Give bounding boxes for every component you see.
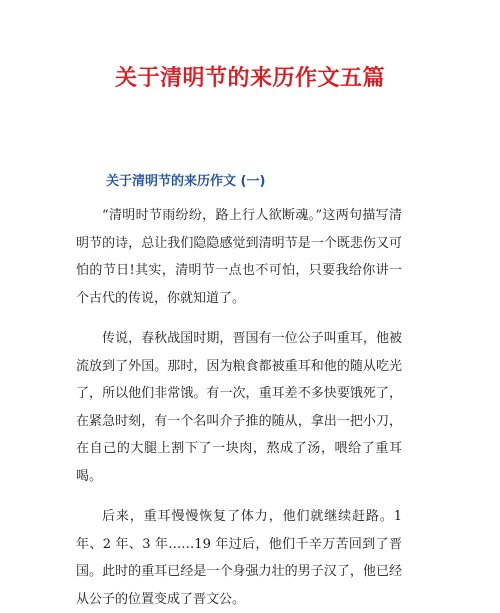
section-heading: 关于清明节的来历作文 (一) bbox=[106, 174, 266, 189]
paragraph-3: 后来，重耳慢慢恢复了体力，他们就继续赶路。1 年、2 年、3 年……19 年过后，他们千辛万苦回到了晋国。此时的重耳已经是一个身强力壮的男子汉了，他已经从公子的位置变成了晋文公。 bbox=[76, 509, 402, 607]
paragraph-1: “清明时节雨纷纷，路上行人欲断魂。”这两句描写清明节的诗，总让我们隐隐感觉到清明节是一个既悲伤又可怕的节日!其实，清明节一点也不可怕，只要我给你讲一个古代的传说，你就知道了。 bbox=[76, 208, 402, 306]
paragraph-2: 传说，春秋战国时期，晋国有一位公子叫重耳，他被流放到了外国。那时，因为粮食都被重耳和他的随从吃光了，所以他们非常饿。有一次，重耳差不多快要饿死了，在紧急时刻，有一个名叫介子推的随从，拿出一把小刀，在自己的大腿上割下了一块肉，熬成了汤，喂给了重耳喝。 bbox=[76, 331, 402, 484]
document-title: 关于清明节的来历作文五篇 bbox=[114, 66, 385, 91]
document-body bbox=[76, 202, 402, 613]
